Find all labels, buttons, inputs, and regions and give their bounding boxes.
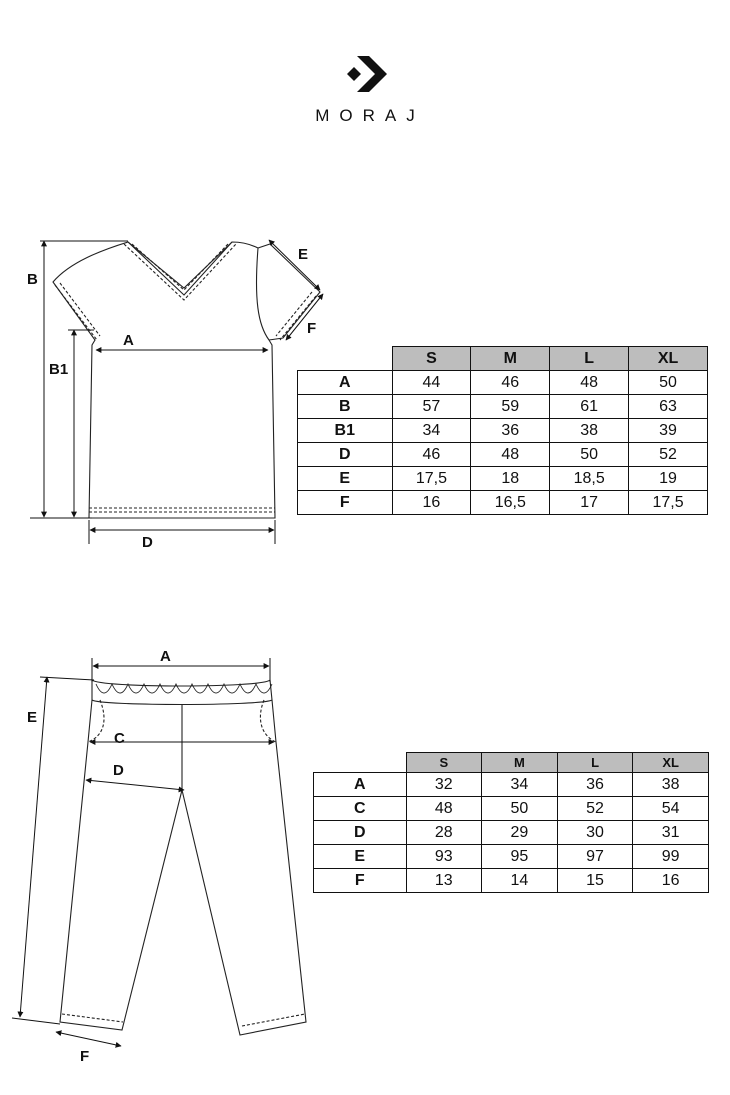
table-cell: 93 [406, 845, 482, 869]
row-label: D [314, 821, 407, 845]
table-cell: 16,5 [471, 491, 550, 515]
table-cell: 36 [557, 773, 633, 797]
column-header: L [550, 347, 629, 371]
pants-label-a: A [160, 648, 171, 665]
table-header-row [298, 347, 708, 371]
column-header: M [482, 753, 558, 773]
table-row [314, 797, 709, 821]
table-cell: 38 [633, 773, 709, 797]
table-cell: 59 [471, 395, 550, 419]
row-label: B [298, 395, 393, 419]
pants-label-c: C [114, 730, 125, 747]
table-cell: 61 [550, 395, 629, 419]
table-cell: 14 [482, 869, 558, 893]
table-cell: 17 [550, 491, 629, 515]
column-header: M [471, 347, 550, 371]
table-cell: 50 [482, 797, 558, 821]
table-header-row [314, 753, 709, 773]
pants-size-table [313, 752, 709, 893]
table-row [298, 419, 708, 443]
table-cell: 30 [557, 821, 633, 845]
table-cell: 17,5 [392, 467, 471, 491]
table-cell: 95 [482, 845, 558, 869]
table-cell: 17,5 [629, 491, 708, 515]
table-cell: 29 [482, 821, 558, 845]
table-row [314, 845, 709, 869]
table-cell: 38 [550, 419, 629, 443]
table-cell: 52 [557, 797, 633, 821]
table-cell: 32 [406, 773, 482, 797]
table-cell: 99 [633, 845, 709, 869]
table-cell: 31 [633, 821, 709, 845]
table-cell: 48 [471, 443, 550, 467]
table-cell: 50 [629, 371, 708, 395]
table-cell: 34 [482, 773, 558, 797]
blank-corner [298, 347, 393, 371]
table-cell: 28 [406, 821, 482, 845]
table-cell: 19 [629, 467, 708, 491]
table-cell: 18,5 [550, 467, 629, 491]
column-header: XL [629, 347, 708, 371]
pants-drawing [60, 680, 306, 1035]
row-label: F [314, 869, 407, 893]
table-cell: 46 [471, 371, 550, 395]
tshirt-label-b: B [27, 271, 38, 288]
row-label: F [298, 491, 393, 515]
column-header: XL [633, 753, 709, 773]
table-cell: 48 [550, 371, 629, 395]
blank-corner [314, 753, 407, 773]
table-row [298, 467, 708, 491]
tshirt-label-d: D [142, 534, 153, 551]
table-cell: 13 [406, 869, 482, 893]
table-cell: 36 [471, 419, 550, 443]
tshirt-label-b1: B1 [49, 361, 69, 378]
table-cell: 16 [392, 491, 471, 515]
table-cell: 16 [633, 869, 709, 893]
table-cell: 34 [392, 419, 471, 443]
table-cell: 63 [629, 395, 708, 419]
table-cell: 52 [629, 443, 708, 467]
tshirt-size-table [297, 346, 708, 515]
table-row [298, 491, 708, 515]
table-cell: 15 [557, 869, 633, 893]
brand-name: MORAJ [315, 106, 425, 125]
table-cell: 46 [392, 443, 471, 467]
table-row [314, 773, 709, 797]
row-label: B1 [298, 419, 393, 443]
pants-label-e: E [27, 709, 38, 726]
table-cell: 39 [629, 419, 708, 443]
row-label: A [314, 773, 407, 797]
row-label: D [298, 443, 393, 467]
tshirt-label-f: F [307, 320, 317, 337]
row-label: C [314, 797, 407, 821]
row-label: E [314, 845, 407, 869]
table-row [298, 395, 708, 419]
tshirt-label-a: A [123, 332, 134, 349]
row-label: A [298, 371, 393, 395]
row-label: E [298, 467, 393, 491]
tshirt-drawing [53, 242, 320, 518]
table-row [298, 443, 708, 467]
table-row [314, 821, 709, 845]
pants-label-d: D [113, 762, 124, 779]
pants-label-f: F [80, 1048, 90, 1065]
column-header: S [392, 347, 471, 371]
table-cell: 44 [392, 371, 471, 395]
table-cell: 54 [633, 797, 709, 821]
column-header: S [406, 753, 482, 773]
table-cell: 18 [471, 467, 550, 491]
tshirt-label-e: E [298, 246, 309, 263]
column-header: L [557, 753, 633, 773]
table-cell: 97 [557, 845, 633, 869]
table-row [298, 371, 708, 395]
table-cell: 57 [392, 395, 471, 419]
table-cell: 50 [550, 443, 629, 467]
table-cell: 48 [406, 797, 482, 821]
table-row [314, 869, 709, 893]
